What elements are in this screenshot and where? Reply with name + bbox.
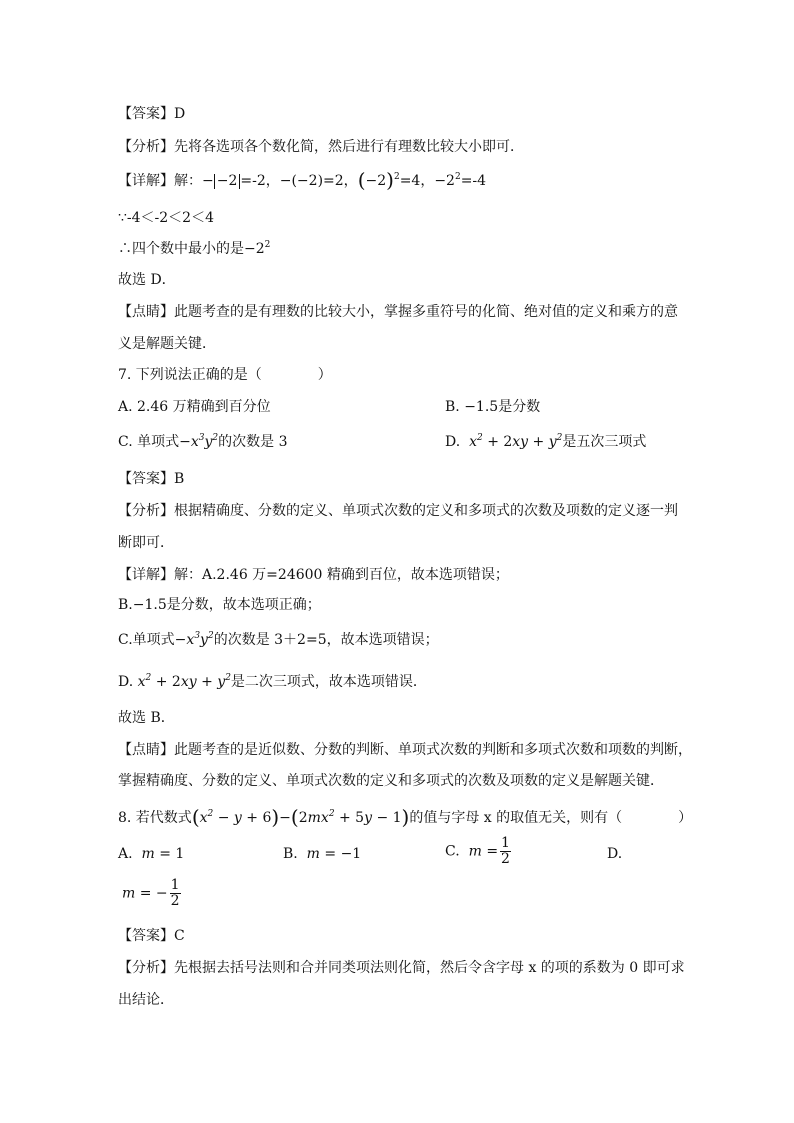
q8-option-c: C. m = $\frac{1}{2}$ [445, 835, 510, 867]
q7-option-c: C. 单项式$-x^3y^2$的次数是 3 [118, 433, 288, 450]
analysis-tag: 【分析】 [118, 960, 174, 976]
q7-detail-b: B.−1.5是分数，故本选项正确； [118, 597, 321, 613]
q8-option-d-value: m = − $\frac{1}{2}$ [122, 877, 180, 909]
q6-comment-line1 [118, 301, 678, 321]
q7-detail-c: C.单项式$-x^3y^2$的次数是 3＋2=5，故本选项错误； [118, 631, 439, 648]
analysis-text: 根据精确度、分数的定义、单项式次数的定义和多项式的次数及项数的定义逐一判 [174, 503, 678, 519]
answer-tag: 【答案】 [118, 928, 174, 944]
q7-analysis-line1 [118, 500, 678, 520]
q8-answer-line [118, 925, 185, 945]
q7-detail-a: 【详解】解：A.2.46 万=24600 精确到百位，故本选项错误； [118, 567, 509, 583]
q6-comment-line2: 义是解题关键． [118, 336, 216, 352]
q7-option-b: B. −1.5是分数 [445, 399, 541, 415]
q8-stem: 8. 若代数式$(x^2 - y + 6)-(2mx^2 + 5y - 1)$的值与字母 x 的取值无关，则有（ ） [118, 805, 693, 829]
q6-conclusion: ∴四个数中最小的是$-2^2$ [118, 240, 271, 257]
detail-expression: − −2 =-2，−(−2)=2，$(-2)^2=4$，$-2^2=-4$ [202, 168, 487, 192]
answer-value: B [174, 471, 185, 487]
q7-option-a: A. 2.46 万精确到百分位 [118, 399, 271, 415]
q8-analysis-line2: 出结论． [118, 992, 174, 1008]
q7-comment-line2: 掌握精确度、分数的定义、单项式次数的定义和多项式的次数及项数的定义是解题关键． [118, 773, 664, 789]
comment-tag: 【点睛】 [118, 742, 174, 758]
answer-value: C [174, 928, 185, 944]
comment-text: 此题考查的是有理数的比较大小，掌握多重符号的化简、绝对值的定义和乘方的意 [174, 304, 678, 320]
detail-tag: 【详解】 [118, 173, 174, 189]
analysis-tag: 【分析】 [118, 503, 174, 519]
q8-option-d: D. [607, 846, 623, 862]
q7-answer-line [118, 468, 184, 488]
answer-value: D [174, 106, 186, 122]
answer-tag: 【答案】 [118, 106, 174, 122]
q7-choice: 故选 B． [118, 710, 175, 726]
q6-choice: 故选 D． [118, 272, 176, 288]
q8-expression: $(x^2 - y + 6)-(2mx^2 + 5y - 1)$ [191, 805, 410, 829]
q6-answer-line [118, 103, 185, 123]
q7-option-d: D. $x^2 + 2xy + y^2$是五次三项式 [445, 433, 647, 450]
q8-option-a: A. m = 1 [118, 846, 185, 862]
q8-option-b: B. m = −1 [283, 846, 362, 862]
detail-prefix: 解： [174, 173, 202, 189]
answer-tag: 【答案】 [118, 471, 174, 487]
q7-comment-line1: 【点睛】此题考查的是近似数、分数的判断、单项式次数的判断和多项式次数和项数的判断， [118, 742, 692, 758]
q8-analysis-line1: 【分析】先根据去括号法则和合并同类项法则化简，然后令含字母 x 的项的系数为 0 即可求 [118, 960, 685, 976]
analysis-text: 先将各选项各个数化简，然后进行有理数比较大小即可． [174, 139, 524, 155]
q7-analysis-line2: 断即可． [118, 535, 174, 551]
q7-detail-d: D. $x^2 + 2xy + y^2$是二次三项式，故本选项错误． [118, 673, 427, 690]
analysis-tag: 【分析】 [118, 139, 174, 155]
q6-inequality: ∵-4＜-2＜2＜4 [118, 210, 214, 226]
q6-detail-line [118, 168, 486, 192]
q6-analysis-line [118, 136, 524, 156]
comment-tag: 【点睛】 [118, 304, 174, 320]
detail-tag: 【详解】 [118, 567, 174, 583]
q7-stem: 7. 下列说法正确的是（ ） [118, 367, 332, 383]
